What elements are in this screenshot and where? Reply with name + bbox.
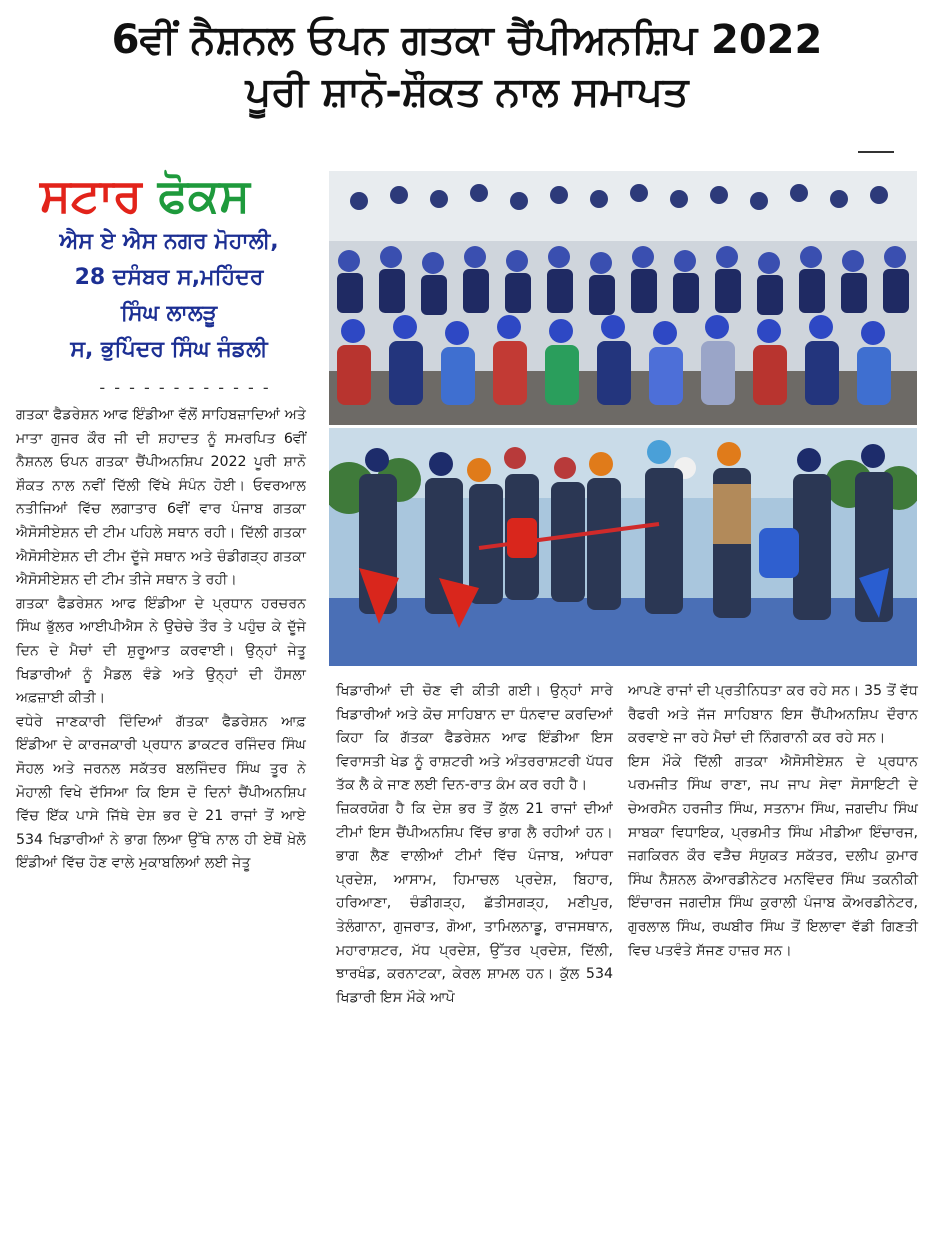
article-paragraph: ਗਤਕਾ ਫੈਡਰੇਸ਼ਨ ਆਫ ਇੰਡੀਆ ਦੇ ਪ੍ਰਧਾਨ ਹਰਚਰਨ ਸਿੰਘ ਭੁੱਲਰ ਆਈਪੀਐਸ ਨੇ ਉਚੇਚੇ ਤੌਰ ਤੇ ਪਹੁੰਚ ਕੇ ਦੂੱਜੇ ਦਿਨ ਦੇ ਮੈਚਾਂ ਦੀ ਸ਼ੁਰੂਆਤ ਕਰਵਾਈ। ਉਨ੍ਹਾਂ ਜੇਤੂ ਖਿਡਾਰੀਆਂ ਨੂੰ ਮੈਡਲ ਵੰਡੇ ਅਤੇ ਉਨ੍ਹਾਂ ਦੀ ਹੌਸਲਾ ਅਫ਼ਜ਼ਾਈ ਕੀਤੀ। [16, 595, 306, 707]
headline [0, 14, 934, 118]
article-paragraph: ਵਧੇਰੇ ਜਾਣਕਾਰੀ ਦਿੰਦਿਆਂ ਗੱਤਕਾ ਫੈਡਰੇਸ਼ਨ ਆਫ਼ ਇੰਡੀਆ ਦੇ ਕਾਰਜਕਾਰੀ ਪ੍ਰਧਾਨ ਡਾਕਟਰ ਰਜਿੰਦਰ ਸਿੰਘ ਸੋਹਲ ਅਤੇ ਜਰਨਲ ਸਕੱਤਰ ਬਲਜਿੰਦਰ ਸਿੰਘ ਤੂਰ ਨੇ ਮੋਹਾਲੀ ਵਿਖੇ ਦੱਸਿਆ ਕਿ ਇਸ ਦੋ ਦਿਨਾਂ ਚੈਂਪੀਅਨਸ਼ਿਪ ਵਿੱਚ ਇੱਕ ਪਾਸੇ ਜਿੱਥੇ ਦੇਸ਼ ਭਰ ਦੇ 21 ਰਾਜਾਂ ਤੋਂ ਆਏ 534 ਖਿਡਾਰੀਆਂ ਨੇ ਭਾਗ ਲਿਆ ਉੱਥੇ ਨਾਲ ਹੀ ਏਥੋਂ ਖ਼ੇਲੋ ਇੰਡੀਆਂ ਵਿੱਚ ਹੋਣ ਵਾਲੇ ਮੁਕਾਬਲਿਆਂ ਲਈ ਜੇਤੂ [16, 713, 306, 872]
brand-word-2: ਫੋਕਸ [157, 168, 250, 222]
headline-line-2: ਪੂਰੀ ਸ਼ਾਨੋ-ਸ਼ੌਕਤ ਨਾਲ ਸਮਾਪਤ [245, 69, 689, 115]
dateline [24, 224, 314, 368]
dateline-line: ਐਸ ਏ ਐਸ ਨਗਰ ਮੋਹਾਲੀ, [59, 229, 279, 254]
article-paragraph: ਆਪਣੇ ਰਾਜਾਂ ਦੀ ਪ੍ਰਤੀਨਿਧਤਾ ਕਰ ਰਹੇ ਸਨ। 35 ਤੋਂ ਵੱਧ ਰੈਫਰੀ ਅਤੇ ਜੱਜ ਸਾਹਿਬਾਨ ਇਸ ਚੈਂਪੀਅਨਸ਼ਿਪ ਦੌਰਾਨ ਕਰਵਾਏ ਜਾ ਰਹੇ ਮੈਚਾਂ ਦੀ ਨਿੰਗਰਾਨੀ ਕਰ ਰਹੇ ਸਨ। [628, 683, 918, 747]
article-paragraph: ਜ਼ਿਕਰਯੋਗ ਹੈ ਕਿ ਦੇਸ਼ ਭਰ ਤੋਂ ਕੁੱਲ 21 ਰਾਜਾਂ ਦੀਆਂ ਟੀਮਾਂ ਇਸ ਚੈਂਪੀਅਨਸ਼ਿਪ ਵਿੱਚ ਭਾਗ ਲੈ ਰਹੀਆਂ ਹਨ। ਭਾਗ ਲੈਣ ਵਾਲੀਆਂ ਟੀਮਾਂ ਵਿੱਚ ਪੰਜਾਬ, ਆਂਧਰਾ ਪ੍ਰਦੇਸ਼, ਆਸਾਮ, ਹਿਮਾਚਲ ਪ੍ਰਦੇਸ਼, ਬਿਹਾਰ, ਹਰਿਆਣਾ, ਚੰਡੀਗੜ੍ਹ, ਛੱਤੀਸਗੜ੍ਹ, ਮਣੀਪੁਰ, ਤੇਲੰਗਾਨਾ, ਗੁਜਰਾਤ, ਗੋਆ, ਤਾਮਿਲਨਾਡੂ, ਰਾਜਸਥਾਨ, ਮਹਾਰਾਸ਼ਟਰ, ਮੱਧ ਪ੍ਰਦੇਸ਼, ਉੱਤਰ ਪ੍ਰਦੇਸ਼, ਦਿੱਲੀ, ਝਾਰਖੰਡ, ਕਰਨਾਟਕਾ, ਕੇਰਲ ਸ਼ਾਮਲ ਹਨ। ਕੁੱਲ 534 ਖਿਡਾਰੀ ਇਸ ਮੌਕੇ ਆਪੋ [336, 800, 613, 1006]
dateline-line: ਸਿੰਘ ਲਾਲੜੂ [120, 301, 218, 326]
brand-word-1: ਸਟਾਰ [40, 168, 142, 222]
article-paragraph: ਖਿਡਾਰੀਆਂ ਦੀ ਚੋਣ ਵੀ ਕੀਤੀ ਗਈ। ਉਨ੍ਹਾਂ ਸਾਰੇ ਖਿਡਾਰੀਆਂ ਅਤੇ ਕੋਚ ਸਾਹਿਬਾਨ ਦਾ ਧੰਨਵਾਦ ਕਰਦਿਆਂ ਕਿਹਾ ਕਿ ਗੱਤਕਾ ਫੈਡਰੇਸ਼ਨ ਆਫ ਇੰਡੀਆ ਇਸ ਵਿਰਾਸਤੀ ਖੇਡ ਨੂੰ ਰਾਸ਼ਟਰੀ ਅਤੇ ਅੰਤਰਰਾਸ਼ਟਰੀ ਪੱਧਰ ਤੱਕ ਲੈ ਕੇ ਜਾਣ ਲਈ ਦਿਨ-ਰਾਤ ਕੰਮ ਕਰ ਰਹੀ ਹੈ। [336, 683, 613, 794]
article-column-2 [336, 680, 613, 1010]
dateline-line: 28 ਦਸੰਬਰ ਸ,ਮਹਿੰਦਰ [74, 265, 264, 290]
ceremony-photo [329, 428, 917, 666]
headline-line-1: 6ਵੀਂ ਨੈਸ਼ਨਲ ਓਪਨ ਗਤਕਾ ਚੈਂਪੀਅਨਸ਼ਿਪ 2022 [111, 17, 823, 63]
article-paragraph: ਇਸ ਮੌਕੇ ਦਿੱਲੀ ਗਤਕਾ ਐਸੋਸੀਏਸ਼ਨ ਦੇ ਪ੍ਰਧਾਨ ਪਰਮਜੀਤ ਸਿੰਘ ਰਾਣਾ, ਜਪ ਜਾਪ ਸੇਵਾ ਸੋਸਾਇਟੀ ਦੇ ਚੇਅਰਮੈਨ ਹਰਜੀਤ ਸਿੰਘ, ਸਤਨਾਮ ਸਿੰਘ, ਜਗਦੀਪ ਸਿੰਘ ਸਾਬਕਾ ਵਿਧਾਇਕ, ਪ੍ਰਭਮੀਤ ਸਿੰਘ ਮੀਡੀਆ ਇੰਚਾਰਜ, ਜਗਕਿਰਨ ਕੌਰ ਵੜੈਚ ਸੰਯੁਕਤ ਸਕੱਤਰ, ਦਲੀਪ ਕੁਮਾਰ ਸਿੰਘ ਨੈਸ਼ਨਲ ਕੋਆਰਡੀਨੇਟਰ ਮਨਵਿੰਦਰ ਸਿੰਘ ਤਕਨੀਕੀ ਇੰਚਾਰਜ ਜਗਦੀਸ਼ ਸਿੰਘ ਕੁਰਾਲੀ ਪੰਜਾਬ ਕੋਅਰਡੀਨੇਟਰ, ਗੁਰਲਾਲ ਸਿੰਘ, ਰਘਬੀਰ ਸਿੰਘ ਤੋਂ ਇਲਾਵਾ ਵੱਡੀ ਗਿਣਤੀ ਵਿਚ ਪਤਵੰਤੇ ਸੱਜਣ ਹਾਜ਼ਰ ਸਨ। [628, 753, 918, 959]
dashed-divider: - - - - - - - - - - - - [99, 378, 271, 397]
article-column-3 [628, 680, 918, 963]
article-paragraph: ਗਤਕਾ ਫੈਡਰੇਸ਼ਨ ਆਫ ਇੰਡੀਆ ਵੱਲੋਂ ਸਾਹਿਬਜ਼ਾਦਿਆਂ ਅਤੇ ਮਾਤਾ ਗੁਜਰ ਕੌਰ ਜੀ ਦੀ ਸ਼ਹਾਦਤ ਨੂੰ ਸਮਰਪਿਤ 6ਵੀਂ ਨੈਸ਼ਨਲ ਓਪਨ ਗਤਕਾ ਚੈਂਪੀਅਨਸ਼ਿਪ 2022 ਪੂਰੀ ਸ਼ਾਨੋ ਸ਼ੌਕਤ ਨਾਲ ਨਵੀਂ ਦਿੱਲੀ ਵਿੱਖੇ ਸੰਪੰਨ ਹੋਈ। ਓਵਰਆਲ ਨਤੀਜਿਆਂ ਵਿੱਚ ਲਗਾਤਾਰ 6ਵੀਂ ਵਾਰ ਪੰਜਾਬ ਗਤਕਾ ਐਸੋਸੀਏਸ਼ਨ ਦੀ ਟੀਮ ਪਹਿਲੇ ਸਥਾਨ ਰਹੀ। ਦਿੱਲੀ ਗਤਕਾ ਐਸੋਸੀਏਸ਼ਨ ਦੀ ਟੀਮ ਦੂੱਜੇ ਸਥਾਨ ਅਤੇ ਚੰਡੀਗੜ੍ਹ ਗਤਕਾ ਐਸੋਸੀਏਸ਼ਨ ਦੀ ਟੀਮ ਤੀਜੇ ਸਥਾਨ ਤੇ ਰਹੀ। [16, 407, 306, 589]
group-photo [329, 171, 917, 425]
dateline-line: ਸ, ਭੁਪਿੰਦਰ ਸਿੰਘ ਜੰਡਲੀ [70, 337, 268, 362]
decorative-rule [858, 151, 894, 153]
article-column-1 [16, 404, 306, 876]
publication-brand [40, 168, 298, 222]
